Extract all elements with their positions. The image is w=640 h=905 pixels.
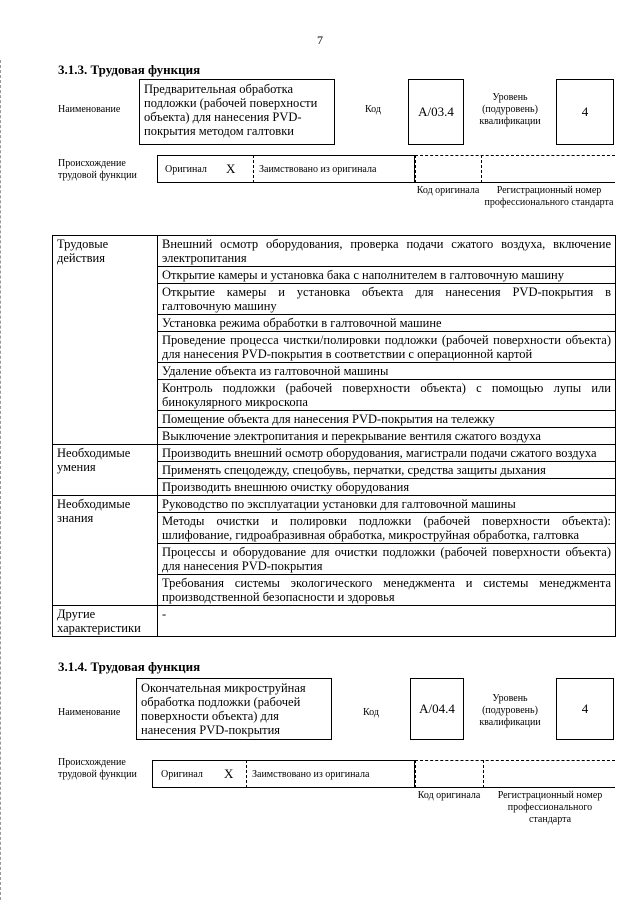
table-row — [53, 606, 616, 637]
table-row — [53, 445, 616, 462]
code-label: Код — [365, 104, 381, 115]
function-title: 3.1.3. Трудовая функция — [58, 62, 201, 77]
name-label: Наименование — [58, 104, 121, 115]
borrowed-label: Заимствовано из оригинала — [259, 164, 377, 175]
level-value: 4 — [556, 79, 614, 145]
function-title-2: 3.1.4. Трудовая функция — [58, 659, 201, 674]
list-item: Открытие камеры и установка бака с наполнителем в галтовочную машину — [158, 267, 616, 284]
list-item: Контроль подложки (рабочей поверхности объекта) с помощью лупы или бинокулярного микроскопа — [158, 380, 616, 411]
code-original-label: Код оригинала — [416, 185, 480, 196]
code-value: A/03.4 — [408, 79, 464, 145]
code-label-2: Код — [363, 707, 379, 718]
reg-number-label: Регистрационный номер профессионального стандарта — [484, 185, 614, 208]
level-label-2: Уровень (подуровень) квалификации — [479, 693, 541, 728]
reg-number-label-2: Регистрационный номер профессионального стандарта — [497, 790, 603, 825]
origin-label-2: Происхождение трудовой функции — [58, 757, 137, 780]
list-item: Методы очистки и полировки подложки (рабочей поверхности объекта): шлифование, гидроабразивная обработка, микроструйная обработка, галтовка — [158, 513, 616, 544]
table-row — [53, 236, 616, 267]
code-value-2: A/04.4 — [410, 678, 464, 740]
function-table — [52, 235, 616, 637]
level-label: Уровень (подуровень) квалификации — [479, 92, 541, 127]
list-item: Требования системы экологического менеджмента и системы менеджмента производственной безопасности и здоровья — [158, 575, 616, 606]
original-label: Оригинал — [165, 164, 207, 175]
knowledge-label: Необходимые знания — [53, 496, 158, 606]
function-name-box-2: Окончательная микроструйная обработка подложки (рабочей поверхности объекта) для нанесения PVD-покрытия — [136, 678, 332, 740]
list-item: Помещение объекта для нанесения PVD-покрытия на тележку — [158, 411, 616, 428]
list-item: Удаление объекта из галтовочной машины — [158, 363, 616, 380]
actions-label: Трудовые действия — [53, 236, 158, 445]
origin-label: Происхождение трудовой функции — [58, 158, 137, 181]
borrowed-label-2: Заимствовано из оригинала — [252, 769, 370, 780]
list-item: Процессы и оборудование для очистки подложки (рабочей поверхности объекта) для нанесения PVD-покрытия — [158, 544, 616, 575]
list-item: Применять спецодежду, спецобувь, перчатки, средства защиты дыхания — [158, 462, 616, 479]
original-label-2: Оригинал — [161, 769, 203, 780]
list-item: Открытие камеры и установка объекта для нанесения PVD-покрытия в галтовочную машину — [158, 284, 616, 315]
code-original-label-2: Код оригинала — [417, 790, 481, 801]
level-value-2: 4 — [556, 678, 614, 740]
list-item: Установка режима обработки в галтовочной машине — [158, 315, 616, 332]
original-mark-2: X — [224, 766, 234, 781]
other-label: Другие характеристики — [53, 606, 158, 637]
page-number: 7 — [317, 33, 323, 47]
list-item: Внешний осмотр оборудования, проверка подачи сжатого воздуха, включение электропитания — [158, 236, 616, 267]
list-item: Производить внешнюю очистку оборудования — [158, 479, 616, 496]
skills-label: Необходимые умения — [53, 445, 158, 496]
name-label-2: Наименование — [58, 707, 121, 718]
list-item: Выключение электропитания и перекрывание вентиля сжатого воздуха — [158, 428, 616, 445]
table-row — [53, 496, 616, 513]
original-mark: X — [226, 161, 236, 176]
function-name-box: Предварительная обработка подложки (рабочей поверхности объекта) для нанесения PVD-покрытия методом галтовки — [139, 79, 335, 145]
list-item: Проведение процесса чистки/полировки подложки (рабочей поверхности объекта) для нанесения PVD-покрытия в соответствии с операционной картой — [158, 332, 616, 363]
list-item: Руководство по эксплуатации установки для галтовочной машины — [158, 496, 616, 513]
list-item: Производить внешний осмотр оборудования, магистрали подачи сжатого воздуха — [158, 445, 616, 462]
other-value: - — [158, 606, 616, 637]
